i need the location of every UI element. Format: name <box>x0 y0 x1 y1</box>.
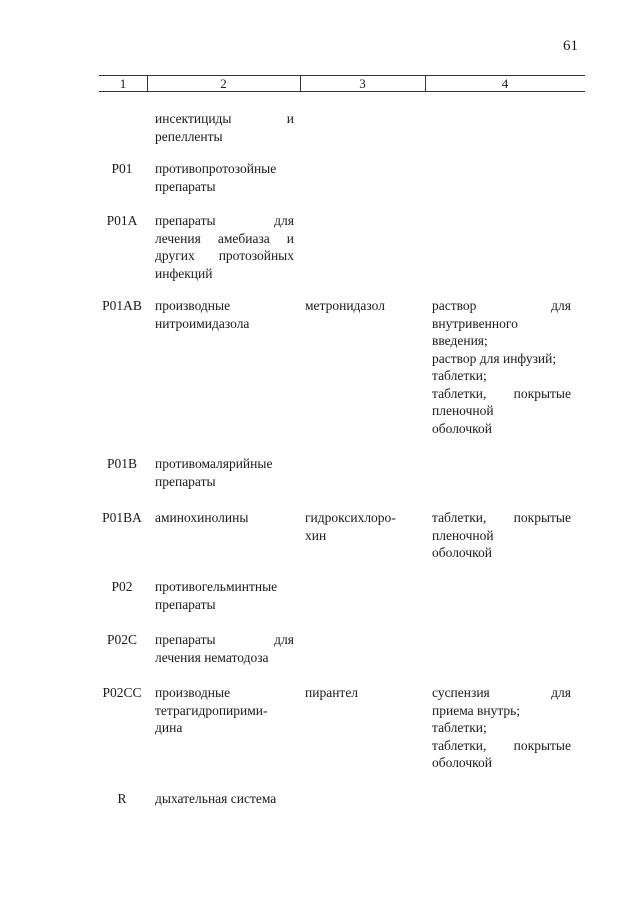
atc-code: P02 <box>111 579 133 594</box>
atc-code: P02C <box>106 632 137 647</box>
group-name: дыхательная система <box>155 791 277 806</box>
dosage-forms: суспензия для приема внутрь; таблетки; таблетки, покрытые оболочкой <box>432 685 571 770</box>
group-name: препараты для лечения нематодоза <box>155 632 294 665</box>
group-name: производные нитроимидазола <box>155 298 250 331</box>
atc-code: R <box>117 791 127 806</box>
group-name: инсектициды и репелленты <box>155 111 294 144</box>
drug-name: гидроксихлоро- хин <box>305 510 396 543</box>
group-name: противогельминтные препараты <box>155 579 278 612</box>
drug-name: пирантел <box>305 685 359 700</box>
header-col-4: 4 <box>501 76 509 91</box>
group-name: противомалярийные препараты <box>155 456 273 489</box>
header-col-3: 3 <box>359 76 366 91</box>
header-col-1: 1 <box>119 76 127 91</box>
header-col-2: 2 <box>220 76 227 91</box>
atc-code: P01 <box>111 161 133 176</box>
atc-code: P01BA <box>102 510 142 525</box>
atc-code: P02CC <box>102 685 142 700</box>
atc-code: P01AB <box>102 298 142 313</box>
group-name: аминохинолины <box>155 510 249 525</box>
drug-name: метронидазол <box>305 298 385 313</box>
page-number: 61 <box>563 38 578 54</box>
atc-code: P01B <box>106 456 137 471</box>
dosage-forms: раствор для внутривенного введения; раствор для инфузий; таблетки; таблетки, покрытые пленочной оболочкой <box>432 298 571 436</box>
atc-code: P01A <box>106 213 138 228</box>
group-name: производные тетрагидропирими- дина <box>155 685 268 735</box>
group-name: противопротозойные препараты <box>155 161 277 194</box>
dosage-forms: таблетки, покрытые пленочной оболочкой <box>432 510 571 560</box>
group-name: препараты для лечения амебиаза и других протозойных инфекций <box>155 213 294 281</box>
